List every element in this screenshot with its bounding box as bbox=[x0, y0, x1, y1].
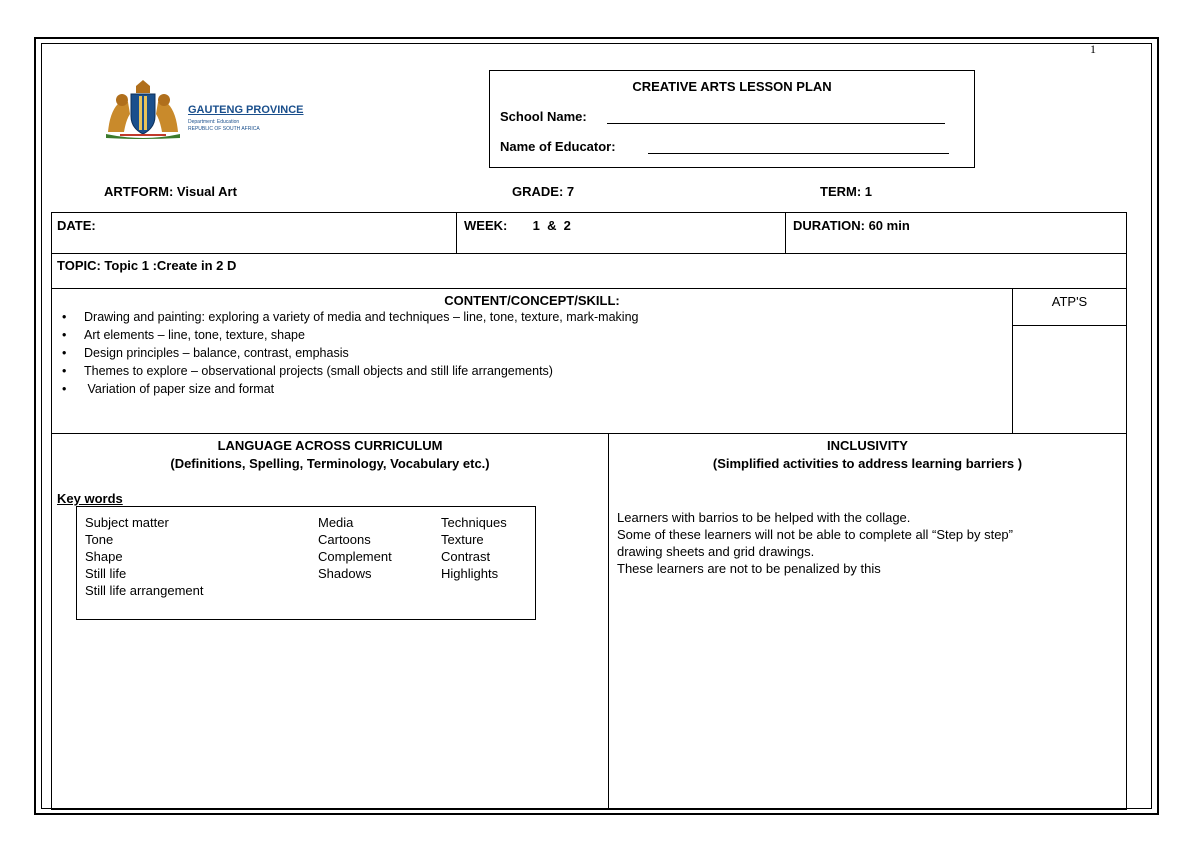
keyword: Tone bbox=[85, 532, 114, 547]
content-bullet: • Design principles – balance, contrast, emphasis bbox=[62, 346, 349, 360]
keyword: Media bbox=[318, 515, 354, 530]
educator-name-field[interactable] bbox=[648, 153, 949, 154]
content-bullet: • Art elements – line, tone, texture, shape bbox=[62, 328, 305, 342]
atp-header-cell bbox=[1012, 288, 1127, 326]
content-bullet: • Variation of paper size and format bbox=[62, 382, 275, 396]
week-cell[interactable] bbox=[456, 212, 786, 254]
keywords-label: Key words bbox=[57, 491, 123, 506]
keyword: Shape bbox=[85, 549, 123, 564]
inclusivity-cell bbox=[608, 433, 1127, 810]
content-bullet: • Drawing and painting: exploring a variety of media and techniques – line, tone, texture, mark-making bbox=[62, 310, 639, 324]
document-title: CREATIVE ARTS LESSON PLAN bbox=[632, 79, 832, 94]
atp-label: ATP'S bbox=[1051, 294, 1088, 309]
logo-department: Department: Education bbox=[188, 119, 240, 125]
keyword: Shadows bbox=[318, 566, 372, 581]
artform-label: ARTFORM: Visual Art bbox=[104, 184, 237, 199]
inclusivity-subheading: (Simplified activities to address learning barriers ) bbox=[712, 456, 1023, 471]
inclusivity-line: Learners with barrios to be helped with the collage. bbox=[617, 510, 911, 525]
page-number: 1 bbox=[1090, 42, 1096, 56]
date-cell[interactable] bbox=[51, 212, 457, 254]
keyword: Contrast bbox=[441, 549, 491, 564]
language-heading: LANGUAGE ACROSS CURRICULUM bbox=[217, 438, 443, 453]
grade-label: GRADE: 7 bbox=[512, 184, 575, 199]
keyword: Cartoons bbox=[318, 532, 371, 547]
gauteng-crest-logo bbox=[102, 80, 184, 140]
keyword: Highlights bbox=[441, 566, 499, 581]
atp-value-cell[interactable] bbox=[1012, 325, 1127, 434]
keyword: Subject matter bbox=[85, 515, 169, 530]
content-bullet: • Themes to explore – observational projects (small objects and still life arrangements) bbox=[62, 364, 553, 378]
inclusivity-heading: INCLUSIVITY bbox=[827, 438, 908, 453]
duration-cell[interactable] bbox=[785, 212, 1127, 254]
term-label: TERM: 1 bbox=[820, 184, 872, 199]
topic-cell[interactable] bbox=[51, 253, 1127, 289]
logo-country: REPUBLIC OF SOUTH AFRICA bbox=[188, 126, 260, 132]
language-subheading: (Definitions, Spelling, Terminology, Vocabulary etc.) bbox=[170, 456, 490, 471]
content-heading: CONTENT/CONCEPT/SKILL: bbox=[444, 293, 620, 308]
keyword: Still life bbox=[85, 566, 127, 581]
inclusivity-line: Some of these learners will not be able to complete all “Step by step” bbox=[617, 527, 1013, 542]
language-cell bbox=[51, 433, 609, 810]
keyword: Texture bbox=[441, 532, 484, 547]
keyword: Still life arrangement bbox=[85, 583, 204, 598]
keyword: Complement bbox=[318, 549, 392, 564]
title-box bbox=[489, 70, 975, 168]
school-name-field[interactable] bbox=[607, 123, 945, 124]
logo-province-name: GAUTENG PROVINCE bbox=[188, 104, 304, 116]
duration-label: DURATION: 60 min bbox=[793, 218, 910, 233]
inclusivity-line: These learners are not to be penalized by this bbox=[617, 561, 881, 576]
keywords-box bbox=[76, 506, 536, 620]
keyword: Techniques bbox=[441, 515, 507, 530]
topic-label: TOPIC: Topic 1 :Create in 2 D bbox=[57, 258, 237, 273]
school-name-label: School Name: bbox=[500, 109, 587, 124]
date-label: DATE: bbox=[57, 218, 96, 233]
inclusivity-line: drawing sheets and grid drawings. bbox=[617, 544, 815, 559]
content-cell bbox=[51, 288, 1013, 434]
week-label: WEEK: 1 & 2 bbox=[464, 218, 571, 233]
educator-label: Name of Educator: bbox=[500, 139, 616, 154]
